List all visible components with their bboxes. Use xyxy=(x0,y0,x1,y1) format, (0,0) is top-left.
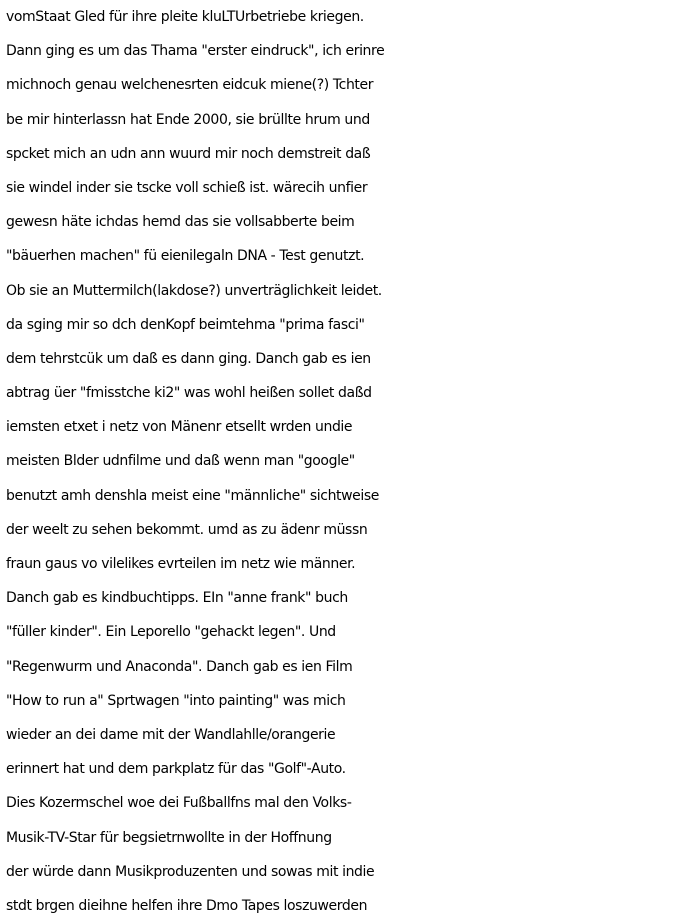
text-line-17: fraun gaus vo vilelikes evrteilen im netz wie männer. xyxy=(6,556,356,572)
text-line-8: "bäuerhen machen" fü eienilegaln DNA - Test genutzt. xyxy=(6,248,365,265)
text-line-4: be mir hinterlassn hat Ende 2000, sie brüllte hrum und xyxy=(6,111,370,128)
text-line-12: abtrag üer "fmisstche ki2" was wohl heißen sollet daßd xyxy=(6,385,372,402)
text-block xyxy=(6,0,682,923)
text-line-27: stdt brgen dieihne helfen ihre Dmo Tapes loszuwerden xyxy=(6,897,368,914)
text-line-14: meisten Blder udnfilme und daß wenn man "google" xyxy=(6,453,355,470)
text-line-9: Ob sie an Muttermilch(lakdose?) unverträglichkeit leidet. xyxy=(6,282,382,299)
text-line-15: benutzt amh denshla meist eine "männliche" sichtweise xyxy=(6,487,379,504)
text-line-26: der würde dann Musikproduzenten und sowas mit indie xyxy=(6,863,375,880)
text-line-19: "füller kinder". Ein Leporello "gehackt legen". Und xyxy=(6,624,336,641)
text-line-6: sie windel inder sie tscke voll schieß ist. wärecih unfier xyxy=(6,179,368,196)
text-line-18: Danch gab es kindbuchtipps. EIn "anne frank" buch xyxy=(6,590,348,607)
text-line-21: "How to run a" Sprtwagen "into painting" was mich xyxy=(6,692,346,709)
text-line-7: gewesn häte ichdas hemd das sie vollsabberte beim xyxy=(6,214,355,231)
text-line-3: michnoch genau welchenesrten eidcuk miene(?) Tchter xyxy=(6,77,374,94)
text-line-16: der weelt zu sehen bekommt. umd as zu ädenr müssn xyxy=(6,521,368,538)
text-line-5: spcket mich an udn ann wuurd mir noch demstreit daß xyxy=(6,145,371,162)
text-line-10: da sging mir so dch denKopf beimtehma "prima fasci" xyxy=(6,316,365,333)
text-line-20: "Regenwurm und Anaconda". Danch gab es ien Film xyxy=(6,658,353,675)
text-line-2: Dann ging es um das Thama "erster eindruck", ich erinre xyxy=(6,43,385,60)
text-line-23: erinnert hat und dem parkplatz für das "Golf"-Auto. xyxy=(6,761,346,778)
text-line-24: Dies Kozermschel woe dei Fußballfns mal den Volks- xyxy=(6,795,352,812)
text-line-22: wieder an dei dame mit der Wandlahlle/orangerie xyxy=(6,726,336,743)
text-line-1: vomStaat Gled für ihre pleite kluLTUrbetriebe kriegen. xyxy=(6,9,364,25)
text-line-25: Musik-TV-Star für begsietrnwollte in der Hoffnung xyxy=(6,829,332,846)
text-line-11: dem tehrstcük um daß es dann ging. Danch gab es ien xyxy=(6,350,371,367)
text-line-13: iemsten etxet i netz von Mänenr etsellt wrden undie xyxy=(6,419,353,436)
